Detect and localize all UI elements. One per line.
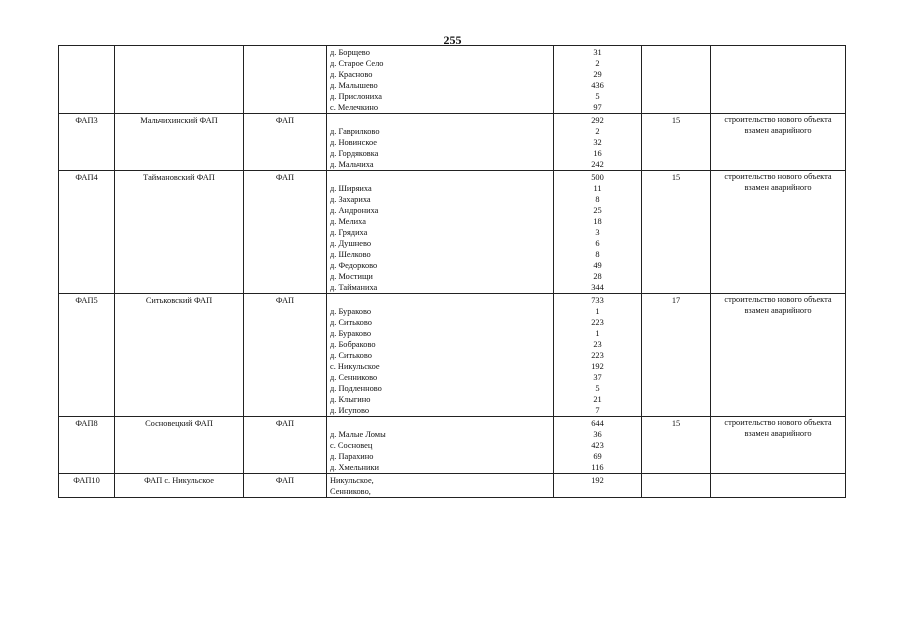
settlement-name: д. Мальчиха	[330, 160, 374, 169]
settlement-population: 32	[593, 138, 602, 147]
settlements-cell	[327, 417, 554, 474]
settlement-population: 97	[593, 103, 602, 112]
facility-name-cell	[115, 46, 244, 114]
note-cell	[711, 46, 846, 114]
note-cell: строительство нового объекта взамен аварийного	[711, 171, 846, 294]
facility-code-cell: ФАП3	[59, 114, 115, 171]
facility-type-cell	[244, 46, 327, 114]
settlement-population: 69	[593, 452, 602, 461]
settlement-name: д. Хмельники	[330, 463, 380, 472]
settlement-population: 5	[595, 92, 600, 101]
note-cell	[711, 474, 846, 498]
settlement-name: д. Ширяиха	[330, 184, 372, 193]
settlement-name: д. Шелково	[330, 250, 371, 259]
settlement-population: 8	[595, 195, 600, 204]
population-cell	[554, 417, 642, 474]
settlement-name: д. Клыгино	[330, 395, 371, 404]
settlement-name: д. Малышево	[330, 81, 378, 90]
table-row	[59, 474, 846, 498]
settlement-name: д. Душнево	[330, 239, 372, 248]
facility-name-cell: Мальчихинский ФАП	[115, 114, 244, 171]
settlements-cell	[327, 294, 554, 417]
population-cell	[554, 46, 642, 114]
settlement-population: 344	[591, 283, 604, 292]
settlement-name: д. Гордяковка	[330, 149, 379, 158]
number-cell: 15	[642, 114, 711, 171]
settlement-name: д. Грядиха	[330, 228, 368, 237]
settlement-population: 3	[595, 228, 600, 237]
settlements-spacer	[330, 172, 550, 183]
note-cell: строительство нового объекта взамен аварийного	[711, 294, 846, 417]
settlement-name: д. Малые Ломы	[330, 430, 386, 439]
facility-name-cell: Ситьковский ФАП	[115, 294, 244, 417]
settlement-population: 21	[593, 395, 602, 404]
registry-body	[59, 46, 846, 498]
table-row	[59, 46, 846, 114]
facility-type-cell: ФАП	[244, 294, 327, 417]
settlement-name: д. Прислониха	[330, 92, 383, 101]
settlement-population: 16	[593, 149, 602, 158]
settlement-population: 423	[591, 441, 604, 450]
settlement-population: 23	[593, 340, 602, 349]
settlement-name: д. Сенниково	[330, 373, 378, 382]
population-cell	[554, 114, 642, 171]
facility-code-cell: ФАП10	[59, 474, 115, 498]
settlement-population: 36	[593, 430, 602, 439]
settlement-population: 1	[595, 329, 600, 338]
population-cell	[554, 294, 642, 417]
settlement-name: д. Красново	[330, 70, 373, 79]
facility-name-cell: Таймановский ФАП	[115, 171, 244, 294]
facility-code-cell	[59, 46, 115, 114]
table-row	[59, 417, 846, 474]
population-cell	[554, 171, 642, 294]
settlements-spacer	[330, 295, 550, 306]
settlement-name: с. Мелечкино	[330, 103, 379, 112]
number-cell: 15	[642, 417, 711, 474]
settlement-name: д. Исупово	[330, 406, 370, 415]
settlement-population: 1	[595, 307, 600, 316]
settlement-name: д. Борщево	[330, 48, 370, 57]
settlement-population: 116	[591, 463, 604, 472]
settlement-name: д. Парахино	[330, 452, 374, 461]
note-cell: строительство нового объекта взамен аварийного	[711, 114, 846, 171]
settlement-name: д. Мостищи	[330, 272, 373, 281]
settlements-cell	[327, 114, 554, 171]
settlement-population: 223	[591, 351, 604, 360]
settlements-spacer	[330, 115, 550, 126]
settlements-cell	[327, 474, 554, 498]
number-cell	[642, 46, 711, 114]
settlement-population: 31	[593, 48, 602, 57]
fap-registry-table	[58, 45, 846, 498]
settlement-population: 192	[591, 362, 604, 371]
population-total: 192	[591, 476, 604, 485]
facility-code-cell: ФАП4	[59, 171, 115, 294]
number-cell: 15	[642, 171, 711, 294]
table-row	[59, 294, 846, 417]
facility-name-cell: ФАП с. Никульское	[115, 474, 244, 498]
settlement-population: 242	[591, 160, 604, 169]
settlement-name: д. Новинское	[330, 138, 377, 147]
settlement-population: 25	[593, 206, 602, 215]
settlement-population: 436	[591, 81, 604, 90]
number-cell	[642, 474, 711, 498]
settlement-name: д. Андрониха	[330, 206, 379, 215]
settlement-name: д. Бураково	[330, 307, 372, 316]
population-cell	[554, 474, 642, 498]
facility-code-cell: ФАП8	[59, 417, 115, 474]
settlement-population: 11	[593, 184, 602, 193]
settlements-cell	[327, 171, 554, 294]
settlement-name: Сенниково,	[330, 487, 371, 496]
settlement-name: д. Гаврилково	[330, 127, 380, 136]
facility-type-cell: ФАП	[244, 171, 327, 294]
page-number: 255	[443, 33, 462, 47]
settlement-name: д. Старое Село	[330, 59, 384, 68]
settlement-population: 28	[593, 272, 602, 281]
settlement-population: 2	[595, 127, 600, 136]
table-row	[59, 114, 846, 171]
facility-type-cell: ФАП	[244, 474, 327, 498]
settlement-population: 49	[593, 261, 602, 270]
settlements-spacer	[330, 418, 550, 429]
settlement-name: д. Бобраково	[330, 340, 376, 349]
settlement-population: 18	[593, 217, 602, 226]
note-cell: строительство нового объекта взамен аварийного	[711, 417, 846, 474]
facility-type-cell: ФАП	[244, 417, 327, 474]
settlements-cell	[327, 46, 554, 114]
facility-name-cell: Сосновецкий ФАП	[115, 417, 244, 474]
facility-code-cell: ФАП5	[59, 294, 115, 417]
settlement-population: 2	[595, 59, 600, 68]
settlement-name: д. Федорково	[330, 261, 378, 270]
settlement-name: д. Бураково	[330, 329, 372, 338]
population-total: 292	[591, 116, 604, 125]
settlement-name: д. Захариха	[330, 195, 371, 204]
settlement-name: Никульское,	[330, 476, 374, 485]
settlement-name: с. Никульское	[330, 362, 380, 371]
population-total: 500	[591, 173, 604, 182]
settlement-population: 223	[591, 318, 604, 327]
population-total: 644	[591, 419, 604, 428]
settlement-name: д. Подленново	[330, 384, 382, 393]
settlement-population: 29	[593, 70, 602, 79]
population-total: 733	[591, 296, 604, 305]
settlement-population: 6	[595, 239, 600, 248]
facility-type-cell: ФАП	[244, 114, 327, 171]
settlement-name: д. Ситьково	[330, 318, 372, 327]
settlement-name: с. Сосновец	[330, 441, 373, 450]
table-row	[59, 171, 846, 294]
number-cell: 17	[642, 294, 711, 417]
settlement-name: д. Тайманиха	[330, 283, 378, 292]
settlement-population: 8	[595, 250, 600, 259]
settlement-population: 5	[595, 384, 600, 393]
settlement-name: д. Ситьково	[330, 351, 372, 360]
settlement-population: 7	[595, 406, 600, 415]
settlement-population: 37	[593, 373, 602, 382]
settlement-name: д. Мелиха	[330, 217, 366, 226]
